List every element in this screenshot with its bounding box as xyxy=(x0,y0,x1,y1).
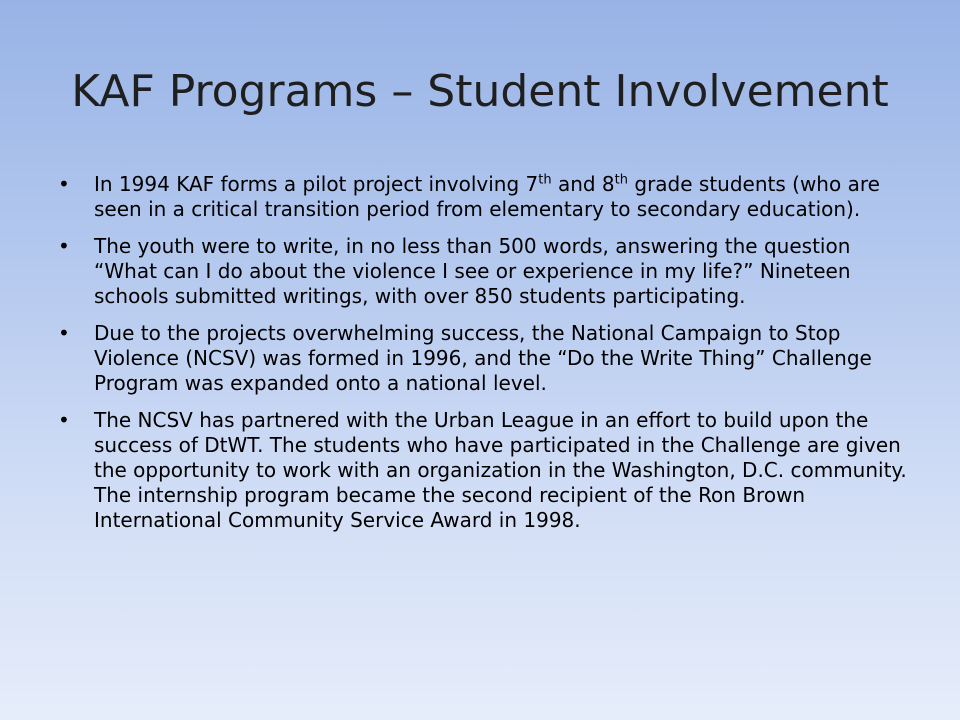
superscript: th xyxy=(614,172,629,188)
bullet-item xyxy=(58,321,908,396)
bullet-text: Due to the projects overwhelming success, the National Campaign to Stop Violence (NCSV) was formed in 1996, and the “Do the Write Thing” Challenge Program was expanded onto a national level. xyxy=(94,321,872,395)
superscript: th xyxy=(538,172,552,188)
bullet-item xyxy=(58,408,908,533)
bullet-text: The NCSV has partnered with the Urban League in an effort to build upon the success of DtWT. The students who have participated in the Challenge are given the opportunity to work with an organization in the Washington, D.C. community. The internship program became the second recipient of the Ron Brown International Community Service Award in 1998. xyxy=(94,408,907,532)
bullet-text: The youth were to write, in no less than 500 words, answering the question “What can I do about the violence I see or experience in my life?” Nineteen schools submitted writings, with over 850 students participating. xyxy=(94,234,851,308)
bullet-icon: • xyxy=(58,321,70,345)
bullet-list xyxy=(58,172,908,545)
slide-title: KAF Programs – Student Involvement xyxy=(71,66,889,117)
bullet-item xyxy=(58,234,908,309)
bullet-text: In 1994 KAF forms a pilot project involving 7th and 8th grade students (who are seen in a critical transition period from elementary to secondary education). xyxy=(94,172,880,221)
bullet-icon: • xyxy=(58,234,70,258)
bullet-icon: • xyxy=(58,408,70,432)
bullet-item xyxy=(58,172,908,222)
bullet-icon: • xyxy=(58,172,70,196)
